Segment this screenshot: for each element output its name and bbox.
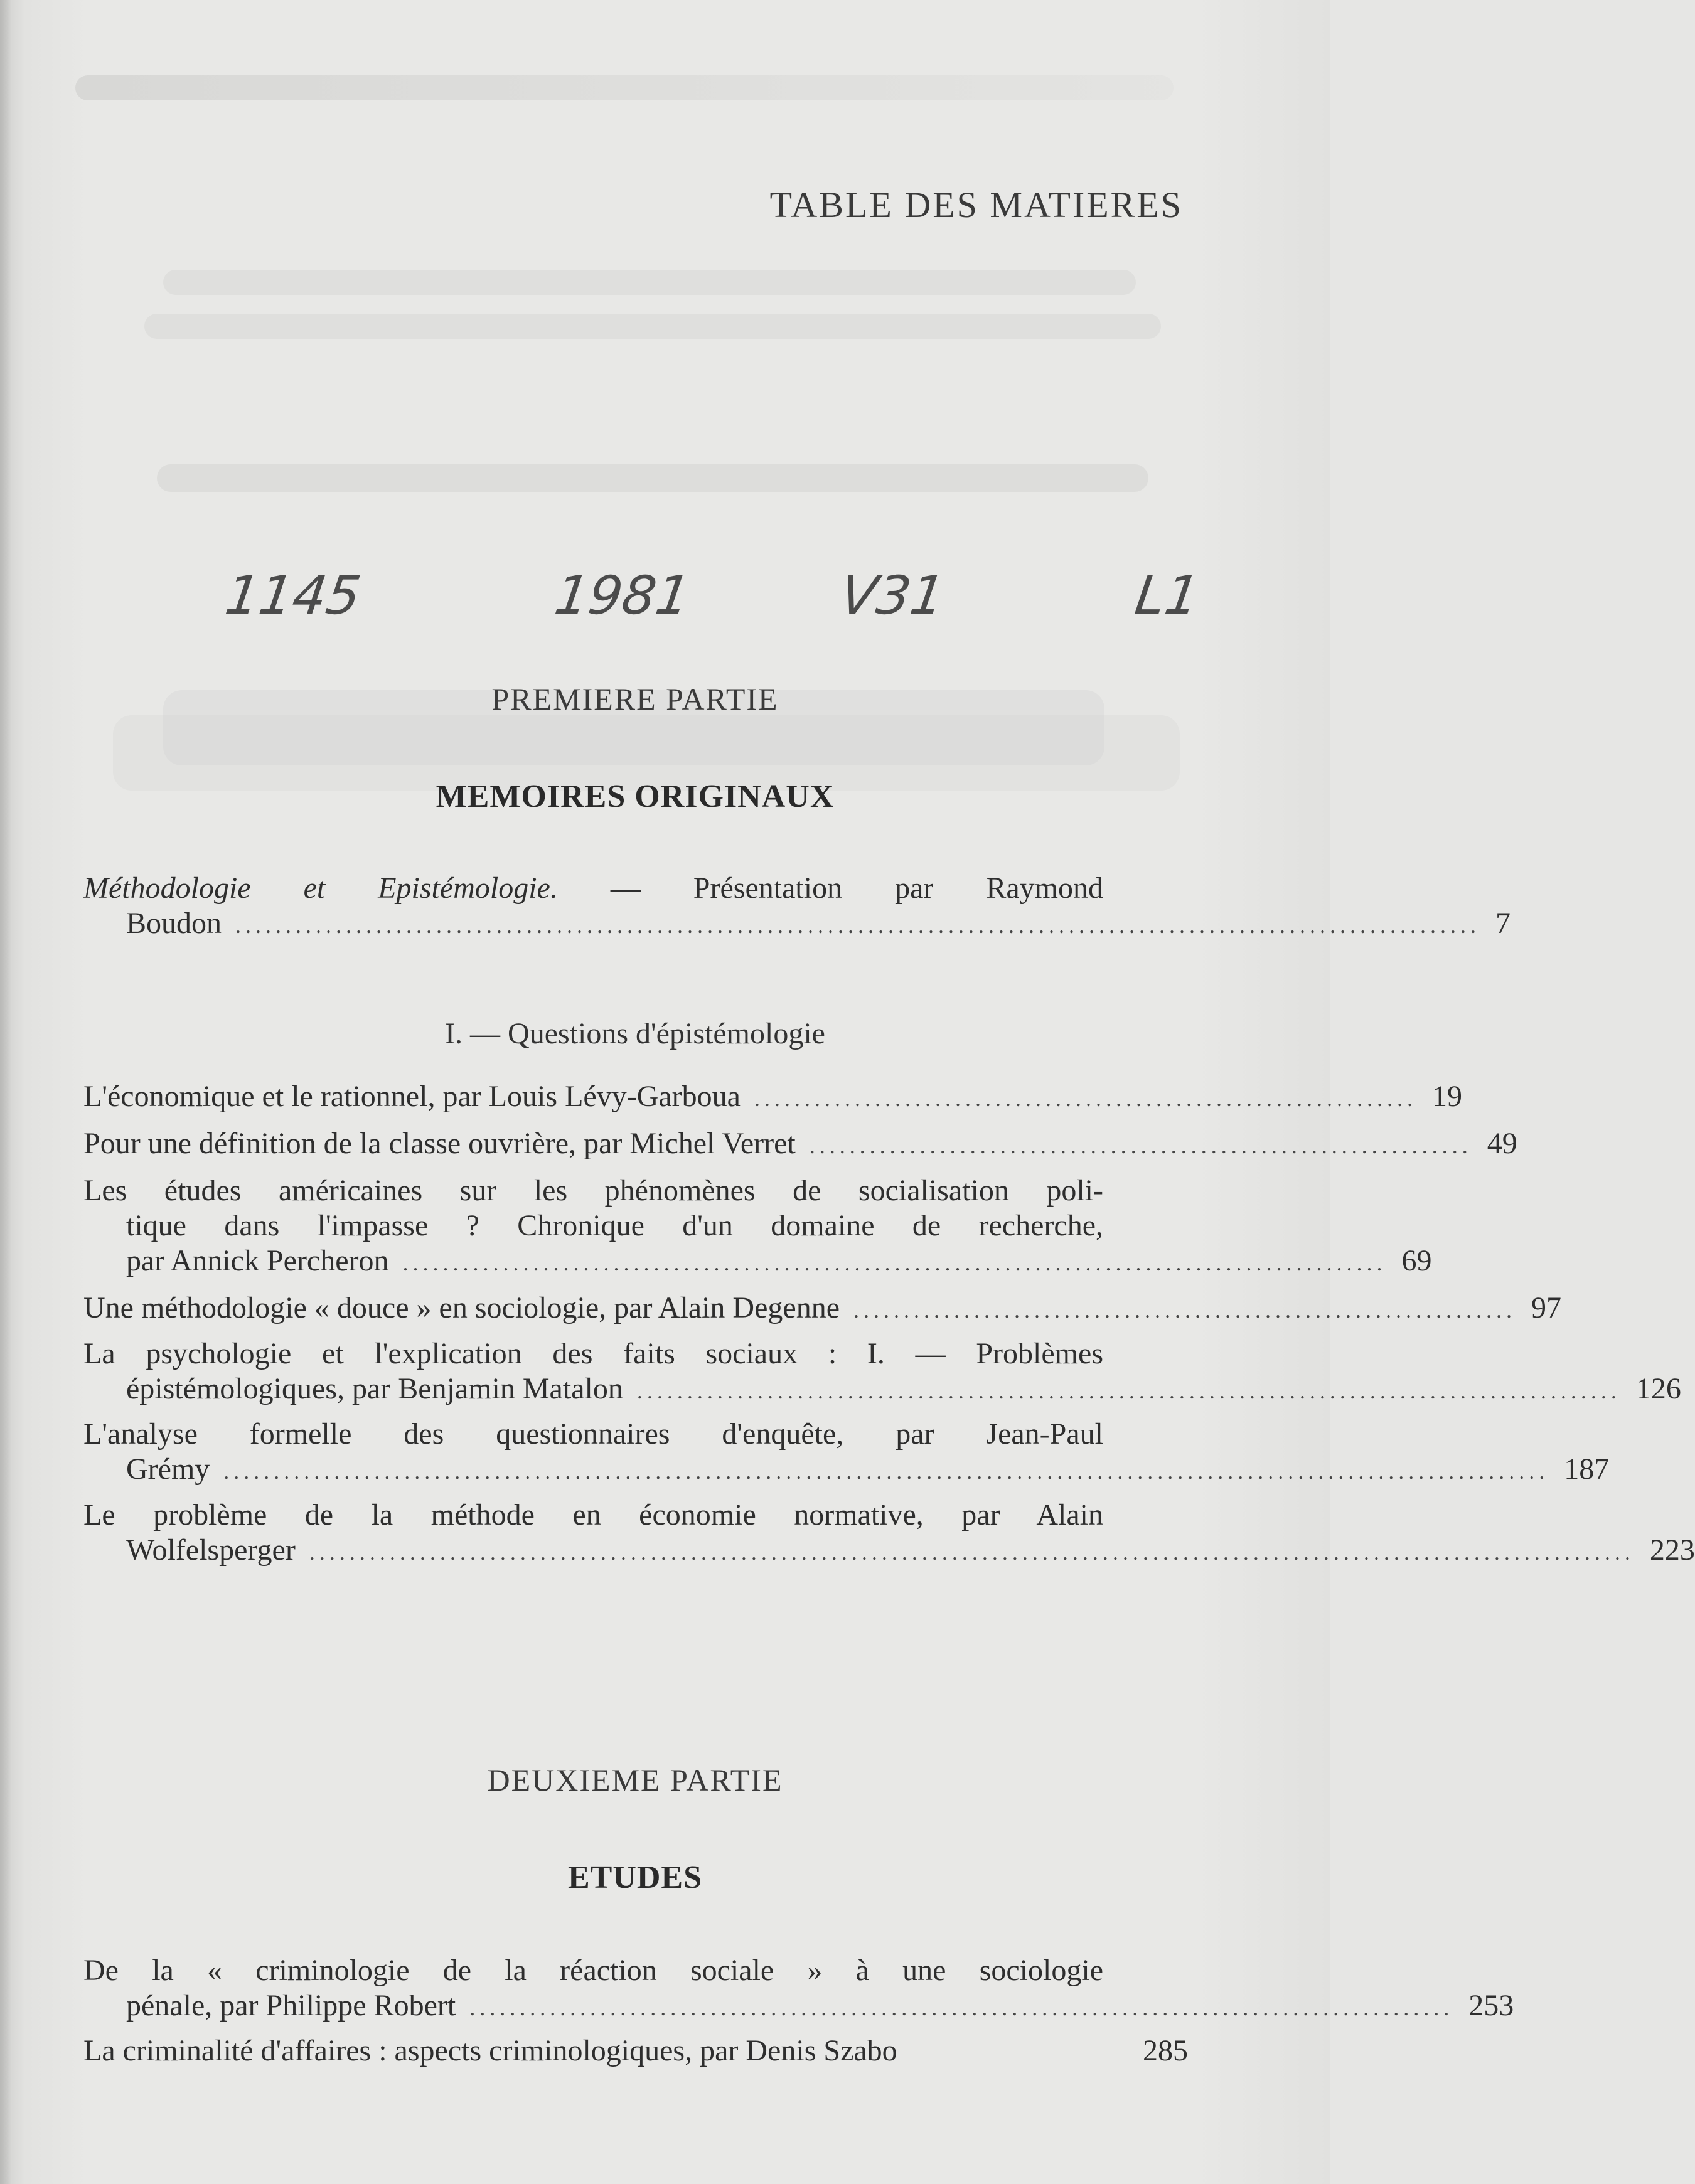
binding-shadow (0, 0, 11, 2184)
entry-author: Wolfelsperger (126, 1533, 296, 1567)
page-number: 223 (1649, 1533, 1695, 1567)
dot-leader: .................................................................. (853, 1297, 1516, 1323)
toc-entry-line (83, 871, 1188, 906)
dot-leader: .................................................................................................. (469, 1995, 1454, 2020)
part-two-label: DEUXIEME PARTIE (487, 1762, 783, 1798)
page-number: 285 (1143, 2034, 1188, 2067)
toc-entry[interactable] (83, 1417, 1610, 1489)
dot-leader: .................................................................................................. (636, 1378, 1621, 1404)
entry-title: L'analyse formelle des questionnaires d'enquête, par Jean-Paul (83, 1417, 1103, 1451)
entry-author: épistémologiques, par Benjamin Matalon (126, 1372, 623, 1405)
page-number: 69 (1401, 1244, 1432, 1277)
part-one-heading: MEMOIRES ORIGINAUX (436, 779, 835, 814)
toc-entry[interactable] (83, 1498, 1695, 1570)
page-number: 187 (1564, 1452, 1610, 1486)
entry-title: Les études américaines sur les phénomènes de socialisation poli- (83, 1174, 1103, 1207)
dot-leader: .................................................................................................................................... (309, 1540, 1635, 1565)
toc-entry[interactable] (83, 1079, 1462, 1116)
entry-author: Grémy (126, 1452, 210, 1486)
intro-continuation: Boudon (126, 907, 222, 940)
toc-entry[interactable] (83, 2033, 1188, 2069)
dot-leader: ............................................................................................................................ (235, 913, 1481, 938)
entry-title: L'économique et le rationnel, par Louis Lévy-Garboua (83, 1080, 741, 1113)
page-number: 49 (1487, 1127, 1517, 1160)
dot-leader: .................................................................. (809, 1133, 1472, 1158)
handwritten-number-1: 1145 (222, 565, 365, 626)
part-two-heading: ETUDES (567, 1860, 703, 1895)
page-number: 253 (1468, 1989, 1514, 2022)
dot-leader: .................................................................. (754, 1086, 1417, 1111)
intro-presenter: — Présentation par Raymond (610, 871, 1103, 905)
toc-entry[interactable] (83, 1953, 1514, 2025)
entry-title-continued: tique dans l'impasse ? Chronique d'un domaine de recherche, (126, 1209, 1103, 1242)
intro-title: Méthodologie et Epistémologie. (83, 871, 558, 905)
page-title: TABLE DES MATIERES (769, 184, 1183, 225)
toc-entry[interactable] (83, 1336, 1681, 1409)
page-number: 19 (1431, 1080, 1462, 1113)
handwritten-number-3: V31 (837, 565, 949, 626)
section-title: I. — Questions d'épistémologie (445, 1017, 825, 1050)
entry-title: La psychologie et l'explication des faits sociaux : I. — Problèmes (83, 1337, 1103, 1370)
toc-entry-line (83, 906, 1511, 943)
entry-author: pénale, par Philippe Robert (126, 1989, 456, 2022)
dot-leader: .................................................................................................. (402, 1250, 1387, 1276)
entry-title: Pour une définition de la classe ouvrière, par Michel Verret (83, 1127, 796, 1160)
toc-entry[interactable] (83, 1291, 1561, 1328)
entry-author: par Annick Percheron (126, 1244, 389, 1277)
toc-entry-intro[interactable] (83, 871, 1511, 943)
toc-entry[interactable] (83, 1173, 1432, 1281)
page-number: 7 (1495, 907, 1511, 940)
entry-title: Le problème de la méthode en économie normative, par Alain (83, 1498, 1103, 1531)
toc-entry[interactable] (83, 1126, 1517, 1163)
entry-title: La criminalité d'affaires : aspects criminologiques, par Denis Szabo (83, 2034, 897, 2067)
entry-title: Une méthodologie « douce » en sociologie, par Alain Degenne (83, 1291, 840, 1324)
page-number: 97 (1531, 1291, 1561, 1324)
handwritten-number-4: L1 (1131, 565, 1204, 626)
handwritten-number-2: 1981 (551, 565, 694, 626)
entry-title: De la « criminologie de la réaction sociale » à une sociologie (83, 1954, 1103, 1987)
part-one-label: PREMIERE PARTIE (491, 681, 779, 716)
dot-leader: .................................................................................................................................... (223, 1459, 1549, 1484)
page-number: 126 (1635, 1372, 1681, 1405)
